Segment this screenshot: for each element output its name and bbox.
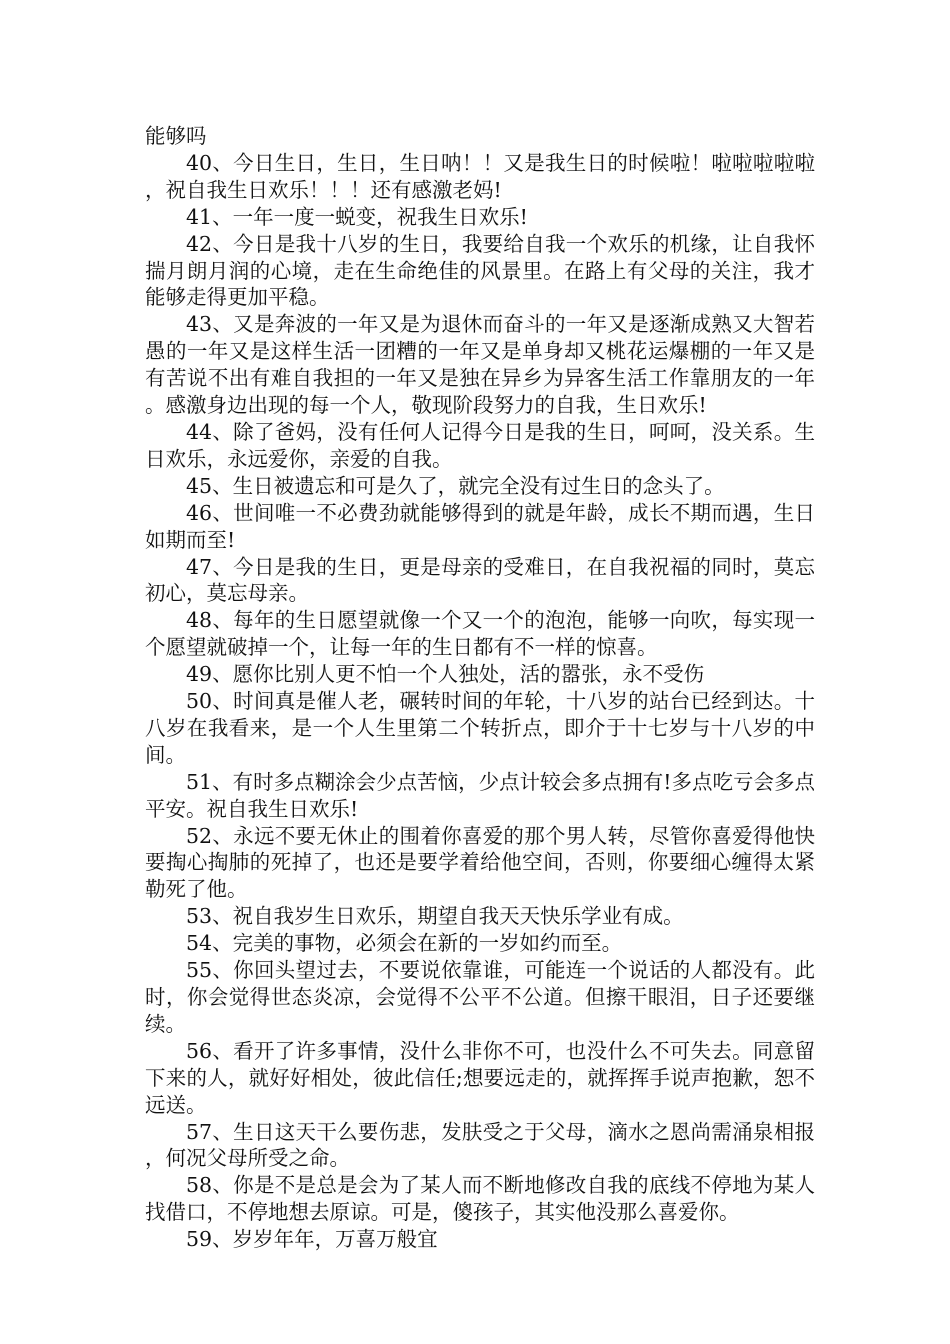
paragraph-56: 56、看开了许多事情，没什么非你不可，也没什么不可失去。同意留下来的人，就好好相处，彼此信任;想要远走的，就挥挥手说声抱歉，恕不远送。 bbox=[145, 1038, 815, 1117]
paragraph-40: 40、今日生日，生日，生日呐！！又是我生日的时候啦！啦啦啦啦啦，祝自我生日欢乐！！！还有感激老妈! bbox=[145, 150, 815, 202]
paragraph-43: 43、又是奔波的一年又是为退休而奋斗的一年又是逐渐成熟又大智若愚的一年又是这样生活一团糟的一年又是单身却又桃花运爆棚的一年又是有苦说不出有难自我担的一年又是独在异乡为异客生活工作靠朋友的一年。感激身边出现的每一个人，敬现阶段努力的自我，生日欢乐! bbox=[145, 312, 815, 418]
paragraph-45: 45、生日被遗忘和可是久了，就完全没有过生日的念头了。 bbox=[186, 473, 725, 498]
paragraph-continuation: 能够吗 bbox=[145, 124, 207, 148]
paragraph-59: 59、岁岁年年，万喜万般宜 bbox=[186, 1227, 438, 1252]
paragraph-57: 57、生日这天干么要伤悲，发肤受之于父母，滴水之恩尚需涌泉相报，何况父母所受之命。 bbox=[145, 1119, 815, 1171]
paragraph-44: 44、除了爸妈，没有任何人记得今日是我的生日，呵呵，没关系。生日欢乐，永远爱你，亲爱的自我。 bbox=[145, 419, 815, 471]
paragraph-50: 50、时间真是催人老，碾转时间的年轮，十八岁的站台已经到达。十八岁在我看来，是一个人生里第二个转折点，即介于十七岁与十八岁的中间。 bbox=[145, 689, 815, 767]
paragraph-41: 41、一年一度一蜕变，祝我生日欢乐! bbox=[186, 204, 528, 229]
paragraph-48: 48、每年的生日愿望就像一个又一个的泡泡，能够一向吹，每实现一个愿望就破掉一个，让每一年的生日都有不一样的惊喜。 bbox=[145, 608, 815, 660]
paragraph-52: 52、永远不要无休止的围着你喜爱的那个男人转，尽管你喜爱得他快要掏心掏肺的死掉了，也还是要学着给他空间，否则，你要细心缠得太紧勒死了他。 bbox=[145, 823, 815, 902]
paragraph-47: 47、今日是我的生日，更是母亲的受难日，在自我祝福的同时，莫忘初心，莫忘母亲。 bbox=[145, 554, 815, 606]
paragraph-42: 42、今日是我十八岁的生日，我要给自我一个欢乐的机缘，让自我怀揣月朗月润的心境，走在生命绝佳的风景里。在路上有父母的关注，我才能够走得更加平稳。 bbox=[145, 231, 815, 310]
paragraph-58: 58、你是不是总是会为了某人而不断地修改自我的底线不停地为某人找借口，不停地想去原谅。可是，傻孩子，其实他没那么喜爱你。 bbox=[145, 1173, 815, 1225]
paragraph-46: 46、世间唯一不必费劲就能够得到的就是年龄，成长不期而遇，生日如期而至! bbox=[145, 500, 815, 552]
document-body bbox=[145, 123, 815, 1253]
paragraph-49: 49、愿你比别人更不怕一个人独处，活的嚣张，永不受伤 bbox=[186, 662, 705, 687]
paragraph-51: 51、有时多点糊涂会少点苦恼，少点计较会多点拥有!多点吃亏会多点平安。祝自我生日欢乐! bbox=[145, 769, 815, 821]
paragraph-55: 55、你回头望过去，不要说依靠谁，可能连一个说话的人都没有。此时，你会觉得世态炎凉，会觉得不公平不公道。但擦干眼泪，日子还要继续。 bbox=[145, 958, 815, 1036]
paragraph-53: 53、祝自我岁生日欢乐，期望自我天天快乐学业有成。 bbox=[186, 904, 684, 929]
paragraph-54: 54、完美的事物，必须会在新的一岁如约而至。 bbox=[186, 931, 623, 956]
